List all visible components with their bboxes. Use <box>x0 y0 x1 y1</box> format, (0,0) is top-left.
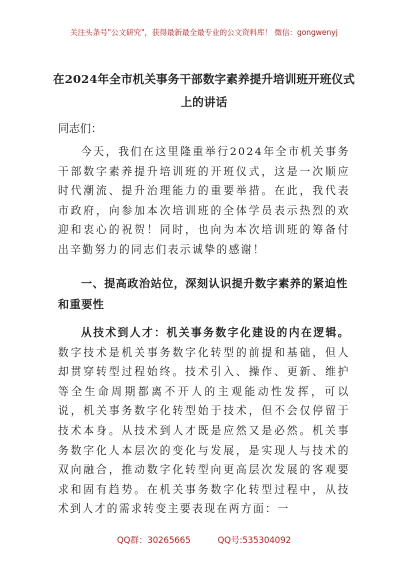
document-title-line-2: 上的讲话 <box>180 95 228 109</box>
footer-contact: QQ群：30265665 QQ号:535304092 <box>116 536 292 546</box>
header-banner: 关注头条号"公文研究"，获得最新最全最专业的公文资料库！ 微信：gongwenyj <box>70 28 338 37</box>
section-1-body: 数字技术是机关事务数字化转型的前提和基础，但人却贯穿转型过程始终。技术引入、操作、更新、维护等全生命周期都离不开人的主观能动性发挥，可以说，机关事务数字化转型始于技术，但不会仅停留于技术本身。从技术到人才既是应然又是必然。机关事务数字化人本层次的变化与发展，是实现人与技术的双向融合，推动数字化转型向更高层次发展的客观要求和固有趋势。在机关事务数字化转型过程中，从技术到人才的需求转变主要表现在两方面：一 <box>58 346 350 516</box>
document-title-line-1: 在2024年全市机关事务干部数字素养提升培训班开班仪式 <box>53 72 355 86</box>
section-heading-1: 一、提高政治站位，深刻认识提升数字素养的紧迫性和重要性 <box>58 277 348 311</box>
intro-paragraph: 今天，我们在这里隆重举行2024年全市机关事务干部数字素养提升培训班的开班仪式，这是一次顺应时代潮流、提升治理能力的重要举措。在此，我代表市政府，向参加本次培训班的全体学员表示热烈的欢迎和衷心的祝贺！同时，也向为本次培训班的筹备付出辛勤努力的同志们表示诚挚的感谢！ <box>58 146 350 256</box>
salutation: 同志们： <box>58 122 102 135</box>
section-1-lead: 从技术到人才：机关事务数字化建设的内在逻辑。 <box>81 327 350 339</box>
section-1-paragraph <box>58 324 350 520</box>
